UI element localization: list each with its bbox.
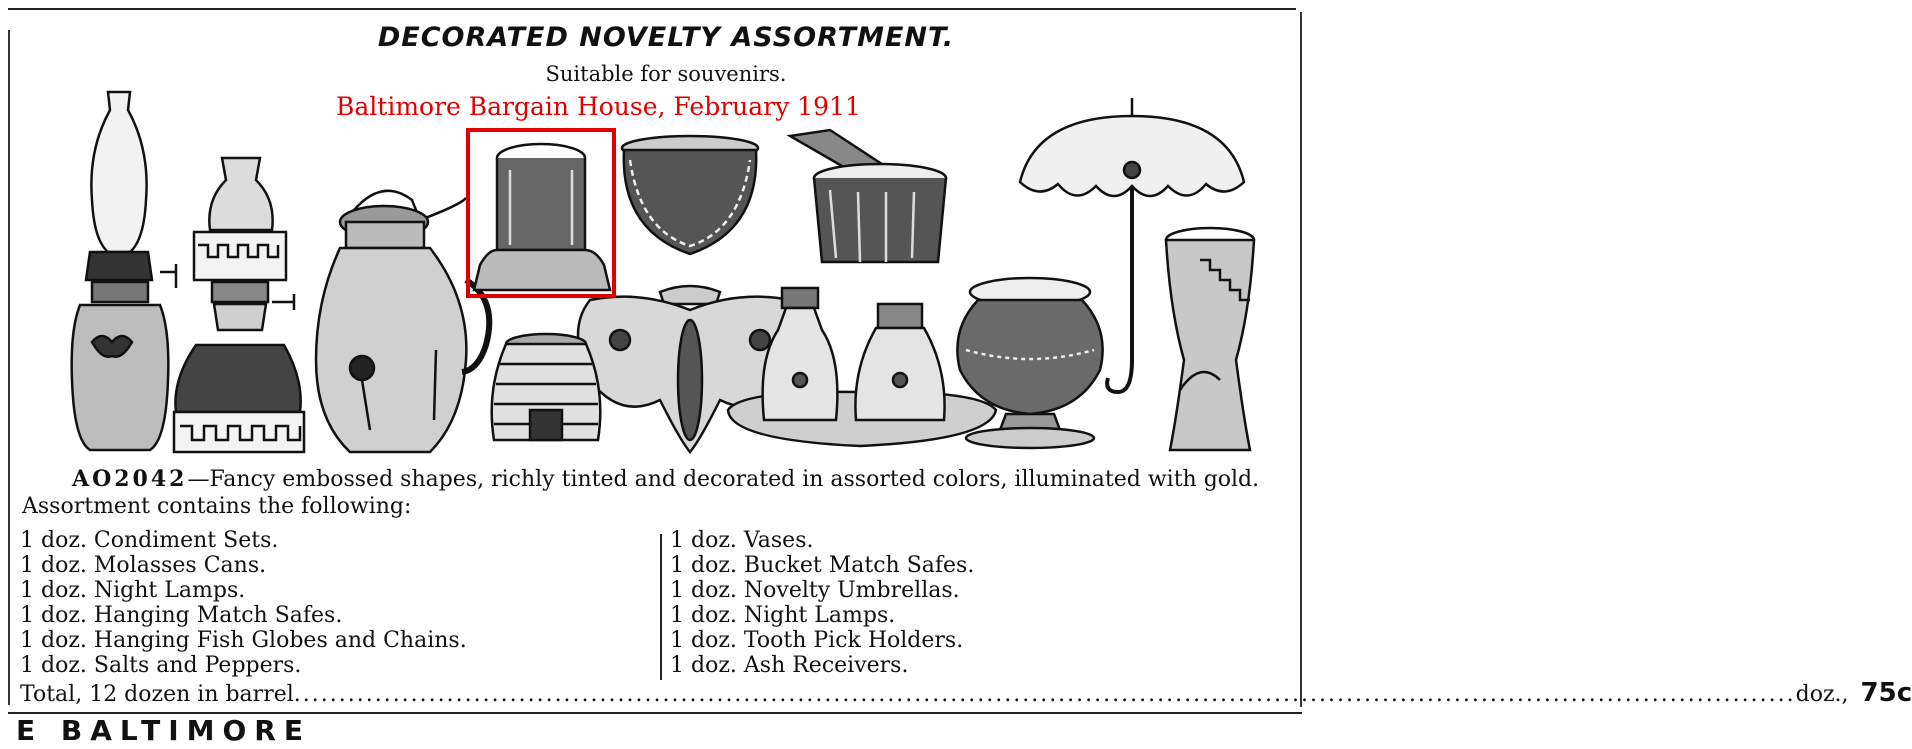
item-code: AO2042 — [72, 466, 188, 492]
night-lamp-tall-illustration — [72, 92, 176, 450]
item-description-text: —Fancy embossed shapes, richly tinted and decorated in assorted colors, illuminated with gold. Assortment contains the following: — [22, 467, 1260, 519]
vase-illustration — [1166, 228, 1254, 450]
dot-leader: ....................................................................................................................................................................... — [293, 682, 1796, 707]
cutoff-footer-text: E BALTIMORE — [16, 714, 311, 747]
contents-list-left — [20, 528, 467, 678]
contents-list-right — [670, 528, 974, 678]
total-price: 75c — [1860, 678, 1912, 708]
total-unit: doz., — [1795, 682, 1849, 707]
list-item: 1 doz. Night Lamps. — [670, 603, 896, 628]
hanging-match-safe-illustration — [622, 136, 758, 254]
molasses-can-illustration — [316, 191, 489, 452]
list-item: 1 doz. Condiment Sets. — [20, 528, 279, 553]
list-item: 1 doz. Ash Receivers. — [670, 653, 909, 678]
list-item: 1 doz. Vases. — [670, 528, 814, 553]
list-item: 1 doz. Tooth Pick Holders. — [670, 628, 964, 653]
page-title: DECORATED NOVELTY ASSORTMENT. — [377, 22, 955, 53]
list-item: 1 doz. Night Lamps. — [20, 578, 246, 603]
source-annotation: Baltimore Bargain House, February 1911 — [336, 92, 861, 121]
ash-receiver-illustration — [492, 334, 601, 440]
list-item: 1 doz. Hanging Fish Globes and Chains. — [20, 628, 467, 653]
page-subtitle: Suitable for souvenirs. — [545, 62, 787, 86]
list-item: 1 doz. Hanging Match Safes. — [20, 603, 343, 628]
total-line — [20, 678, 1912, 708]
list-item: 1 doz. Novelty Umbrellas. — [670, 578, 960, 603]
night-lamp-greek-key-illustration — [174, 158, 304, 452]
list-item: 1 doz. Molasses Cans. — [20, 553, 267, 578]
column-divider — [660, 534, 662, 680]
total-label: Total, 12 dozen in barrel — [20, 682, 294, 707]
list-item: 1 doz. Salts and Peppers. — [20, 653, 302, 678]
list-item: 1 doz. Bucket Match Safes. — [670, 553, 975, 578]
highlight-box — [466, 128, 616, 298]
item-description — [22, 466, 1312, 520]
bucket-match-safe-illustration — [790, 130, 946, 262]
